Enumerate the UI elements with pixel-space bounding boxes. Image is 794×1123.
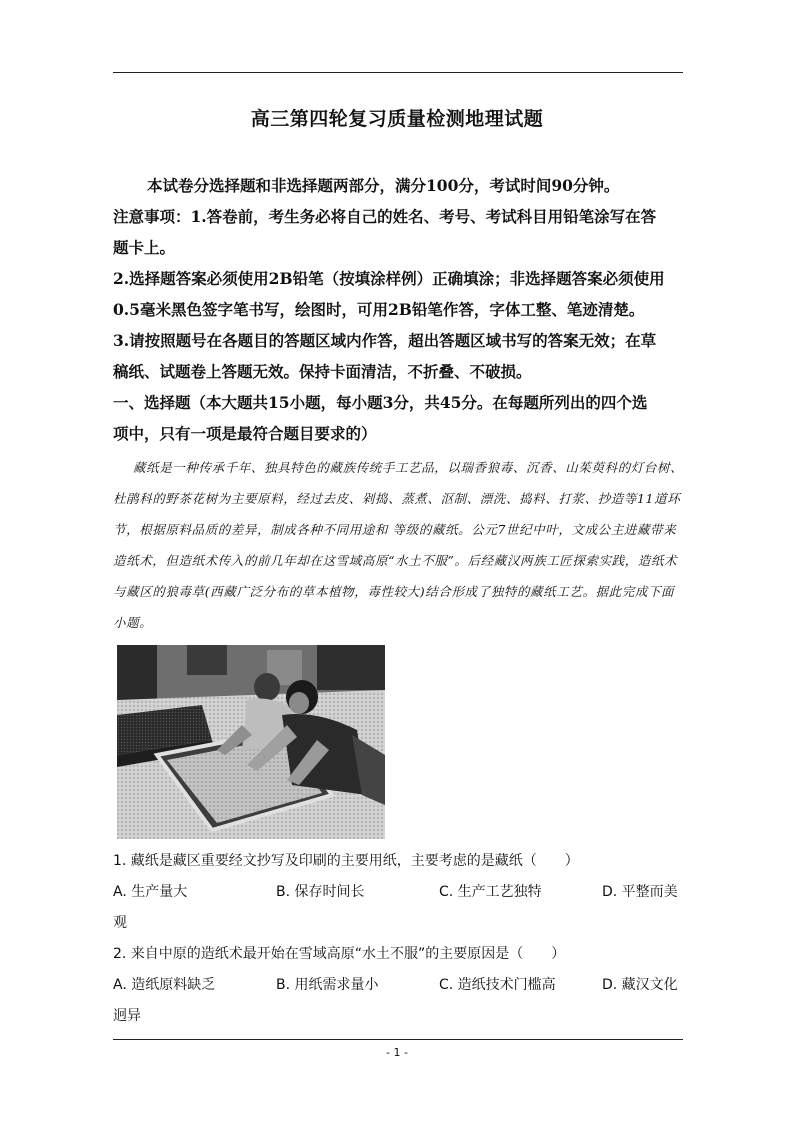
option-a: A. 生产量大 (113, 884, 188, 900)
note-line: 3.请按照题号在各题目的答题区域内作答，超出答题区域书写的答案无效；在草 (113, 331, 657, 350)
question-stem: 2. 来自中原的造纸术最开始在雪域高原“水土不服”的主要原因是（ ） (113, 946, 566, 962)
option-c: C. 造纸技术门槛高 (439, 977, 556, 993)
option-row (113, 877, 685, 908)
header-rule (113, 72, 683, 73)
question-1 (113, 846, 685, 939)
section-heading: 项中，只有一项是最符合题目要求的） (113, 424, 377, 443)
note-line: 2.选择题答案必须使用2B铅笔（按填涂样例）正确填涂；非选择题答案必须使用 (113, 269, 665, 288)
papermaking-photo (117, 645, 385, 839)
question-2 (113, 939, 685, 1032)
option-a: A. 造纸原料缺乏 (113, 977, 216, 993)
question-stem: 1. 藏纸是藏区重要经文抄写及印刷的主要用纸，主要考虑的是藏纸（ ） (113, 853, 579, 869)
page-number: - 1 - (386, 1046, 408, 1059)
option-b: B. 保存时间长 (276, 884, 365, 900)
section-heading: 一、选择题（本大题共15小题，每小题3分，共45分。在每题所列出的四个选 (113, 393, 648, 412)
exam-notes (113, 201, 685, 449)
option-d-wrap: 迥异 (113, 1008, 141, 1024)
option-b: B. 用纸需求量小 (276, 977, 379, 993)
note-line: 0.5毫米黑色签字笔书写，绘图时，可用2B铅笔作答，字体工整、笔迹清楚。 (113, 300, 645, 319)
option-row (113, 970, 685, 1001)
note-line: 稿纸、试题卷上答题无效。保持卡面清洁，不折叠、不破损。 (113, 362, 532, 381)
option-c: C. 生产工艺独特 (439, 884, 542, 900)
note-line: 题卡上。 (113, 238, 176, 257)
note-line: 注意事项：1.答卷前，考生务必将自己的姓名、考号、考试科目用铅笔涂写在答 (113, 207, 657, 226)
option-d: D. 藏汉文化 (602, 977, 678, 993)
footer-rule (113, 1039, 683, 1040)
exam-intro: 本试卷分选择题和非选择题两部分，满分100分，考试时间90分钟。 (147, 176, 620, 195)
option-d-wrap: 观 (113, 915, 127, 931)
page-title: 高三第四轮复习质量检测地理试题 (250, 108, 544, 130)
reading-passage: 藏纸是一种传承千年、独具特色的藏族传统手工艺品，以瑞香狼毒、沉香、山茱萸科的灯台树、杜鹃科的野茶花树为主要原料，经过去皮、剁捣、蒸煮、沤制、漂洗、捣料、打浆、抄造等11道环节，根据原料品质的差异，制成各种不同用途和 等级的藏纸。公元7世纪中叶，文成公主进藏带来造纸术，但造纸术传入的前几年却在这雪域高原“水土不服”。后经藏汉两族工匠探索实践，造纸术与藏区的狼毒草(西藏广泛分布的草本植物，毒性较大)结合形成了独特的藏纸工艺。据此完成下面小题。 (113, 460, 684, 630)
option-d: D. 平整而美 (602, 884, 678, 900)
